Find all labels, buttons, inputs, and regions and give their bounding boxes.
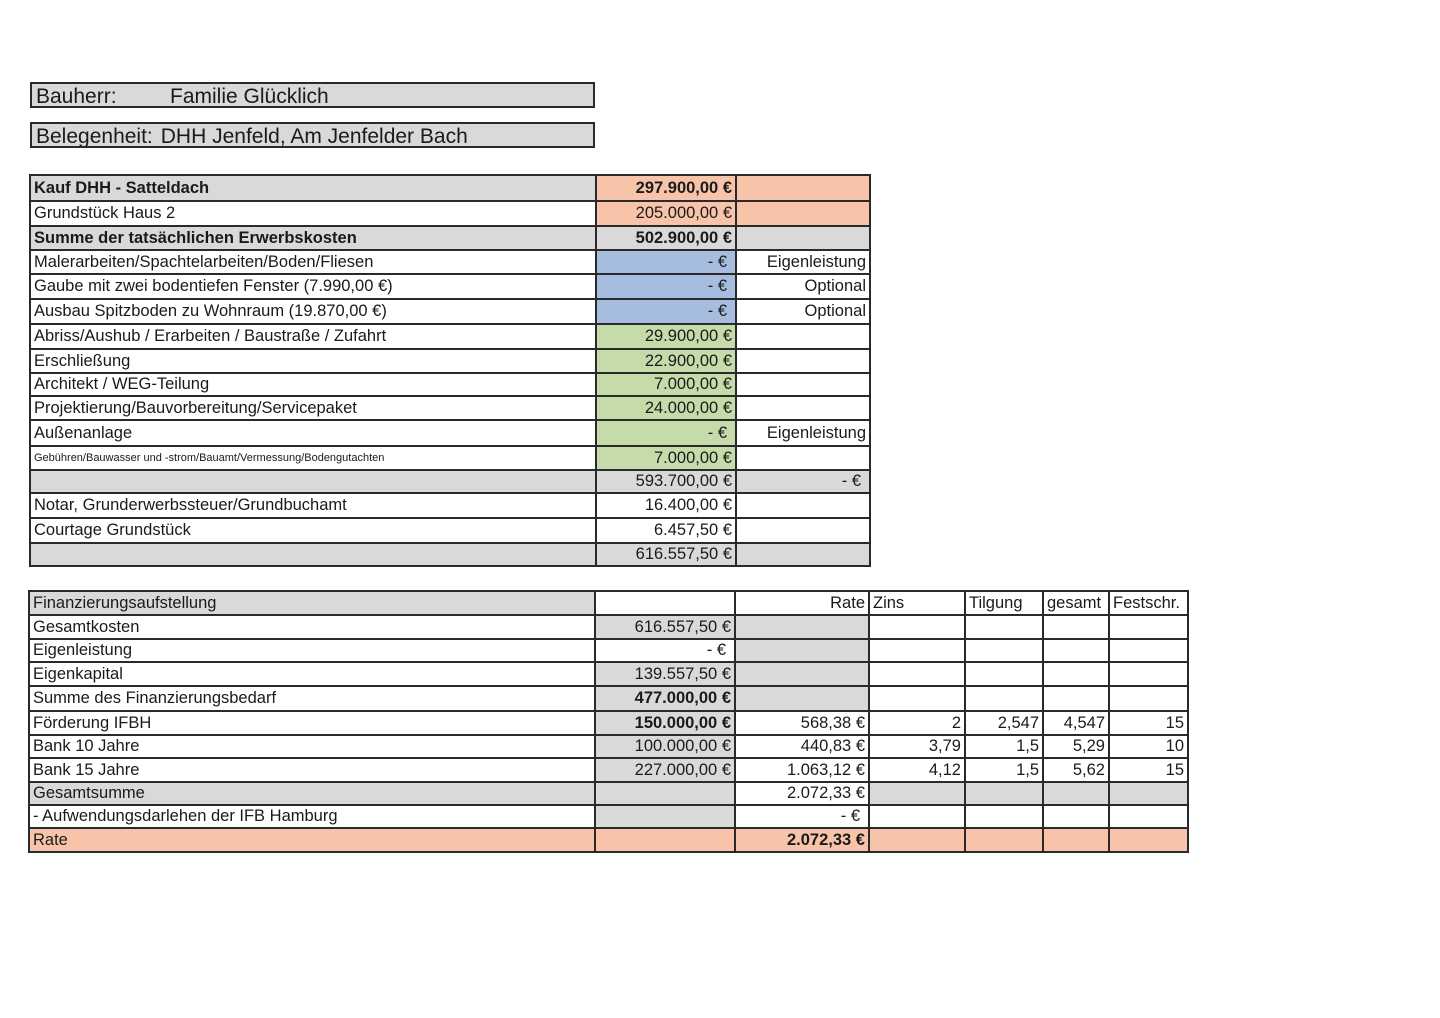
table-row [29,758,1188,782]
table-row [30,226,870,250]
header-cell: Festschr. [1109,591,1188,615]
fin-zins: 3,79 [869,735,965,758]
fin-amount: 616.557,50 € [595,615,735,639]
fin-festschr [1109,782,1188,805]
fin-label: Rate [29,828,595,852]
cost-value: - € [596,250,736,274]
header-cell: Zins [869,591,965,615]
fin-tilgung: 1,5 [965,758,1043,782]
cost-label: Außenanlage [30,420,596,446]
cost-value: 24.000,00 € [596,396,736,420]
fin-label: - Aufwendungsdarlehen der IFB Hamburg [29,805,595,828]
table-header-row [29,591,1188,615]
cost-value: 502.900,00 € [596,226,736,250]
fin-gesamt [1043,828,1109,852]
fin-rate [735,639,869,662]
cost-value: - € [596,299,736,324]
table-row [30,396,870,420]
cost-note [736,446,870,470]
fin-amount: 139.557,50 € [595,662,735,686]
table-row [30,470,870,493]
fin-tilgung [965,615,1043,639]
cost-label: Gaube mit zwei bodentiefen Fenster (7.990,00 €) [30,274,596,299]
fin-tilgung [965,639,1043,662]
cost-table [29,174,871,567]
cost-label: Ausbau Spitzboden zu Wohnraum (19.870,00 €) [30,299,596,324]
fin-rate [735,686,869,711]
fin-zins [869,686,965,711]
fin-gesamt [1043,686,1109,711]
header-cell: Tilgung [965,591,1043,615]
fin-zins: 4,12 [869,758,965,782]
fin-gesamt [1043,639,1109,662]
table-row [29,615,1188,639]
table-row [30,274,870,299]
cost-label: Courtage Grundstück [30,518,596,543]
fin-festschr [1109,828,1188,852]
cost-label: Abriss/Aushub / Erarbeiten / Baustraße / Zufahrt [30,324,596,349]
fin-label: Bank 15 Jahre [29,758,595,782]
fin-gesamt: 5,62 [1043,758,1109,782]
table-row [30,250,870,274]
fin-gesamt [1043,615,1109,639]
fin-label: Gesamtkosten [29,615,595,639]
fin-gesamt: 4,547 [1043,711,1109,735]
cost-label: Grundstück Haus 2 [30,201,596,226]
table-row [30,420,870,446]
fin-label: Förderung IFBH [29,711,595,735]
cost-label: Summe der tatsächlichen Erwerbskosten [30,226,596,250]
cost-note: Eigenleistung [736,250,870,274]
fin-tilgung [965,686,1043,711]
fin-amount: 100.000,00 € [595,735,735,758]
table-row [30,299,870,324]
fin-zins [869,662,965,686]
cost-label: Notar, Grunderwerbssteuer/Grundbuchamt [30,493,596,518]
cost-value: - € [596,274,736,299]
table-row [30,324,870,349]
fin-label: Summe des Finanzierungsbedarf [29,686,595,711]
fin-festschr [1109,662,1188,686]
bauherr-label: Bauherr: [36,85,117,108]
table-row [30,518,870,543]
cost-note [736,175,870,201]
fin-gesamt [1043,782,1109,805]
table-row [30,543,870,566]
cost-value: 22.900,00 € [596,349,736,373]
table-row [30,201,870,226]
cost-note [736,324,870,349]
fin-festschr: 15 [1109,758,1188,782]
fin-zins [869,805,965,828]
fin-rate: 1.063,12 € [735,758,869,782]
fin-festschr: 10 [1109,735,1188,758]
fin-rate: - € [735,805,869,828]
fin-amount [595,782,735,805]
cost-value: 7.000,00 € [596,373,736,396]
fin-rate: 568,38 € [735,711,869,735]
table-row [29,711,1188,735]
fin-rate: 2.072,33 € [735,828,869,852]
fin-zins: 2 [869,711,965,735]
cost-note [736,373,870,396]
cost-note: - € [736,470,870,493]
cost-value: 616.557,50 € [596,543,736,566]
belegenheit-box [30,122,595,148]
cost-note: Optional [736,274,870,299]
fin-amount: 227.000,00 € [595,758,735,782]
cost-label: Projektierung/Bauvorbereitung/Servicepaket [30,396,596,420]
header-cell [595,591,735,615]
table-row [30,493,870,518]
cost-label: Malerarbeiten/Spachtelarbeiten/Boden/Fliesen [30,250,596,274]
table-row [30,373,870,396]
header-cell: gesamt [1043,591,1109,615]
fin-rate [735,662,869,686]
cost-note: Optional [736,299,870,324]
fin-festschr [1109,639,1188,662]
fin-amount [595,805,735,828]
fin-gesamt: 5,29 [1043,735,1109,758]
cost-note [736,201,870,226]
cost-note [736,518,870,543]
cost-label: Kauf DHH - Satteldach [30,175,596,201]
fin-amount: 477.000,00 € [595,686,735,711]
cost-note [736,226,870,250]
cost-label: Architekt / WEG-Teilung [30,373,596,396]
fin-tilgung: 1,5 [965,735,1043,758]
fin-tilgung [965,662,1043,686]
table-row [29,662,1188,686]
belegenheit-label: Belegenheit: [36,125,153,148]
fin-amount [595,828,735,852]
table-row [29,639,1188,662]
cost-value: 593.700,00 € [596,470,736,493]
table-row [30,175,870,201]
cost-value: 297.900,00 € [596,175,736,201]
table-row [30,349,870,373]
cost-value: - € [596,420,736,446]
table-row [29,828,1188,852]
fin-rate [735,615,869,639]
fin-rate: 440,83 € [735,735,869,758]
fin-label: Gesamtsumme [29,782,595,805]
fin-festschr [1109,805,1188,828]
table-row [29,805,1188,828]
fin-label: Eigenkapital [29,662,595,686]
cost-note [736,543,870,566]
belegenheit-value: DHH Jenfeld, Am Jenfelder Bach [160,125,468,148]
fin-festschr [1109,615,1188,639]
fin-zins [869,615,965,639]
financing-table [28,590,1189,853]
cost-note [736,349,870,373]
fin-tilgung [965,805,1043,828]
header-cell: Finanzierungsaufstellung [29,591,595,615]
fin-label: Bank 10 Jahre [29,735,595,758]
fin-festschr: 15 [1109,711,1188,735]
cost-value: 205.000,00 € [596,201,736,226]
fin-tilgung: 2,547 [965,711,1043,735]
cost-label [30,543,596,566]
fin-rate: 2.072,33 € [735,782,869,805]
cost-label: Gebühren/Bauwasser und -strom/Bauamt/Vermessung/Bodengutachten [30,446,596,470]
cost-note [736,396,870,420]
bauherr-box [30,82,595,108]
fin-gesamt [1043,662,1109,686]
bauherr-value: Familie Glücklich [170,85,329,108]
fin-gesamt [1043,805,1109,828]
cost-value: 29.900,00 € [596,324,736,349]
table-row [29,782,1188,805]
table-row [30,446,870,470]
fin-label: Eigenleistung [29,639,595,662]
cost-label [30,470,596,493]
table-row [29,735,1188,758]
cost-value: 16.400,00 € [596,493,736,518]
cost-label: Erschließung [30,349,596,373]
fin-zins [869,639,965,662]
fin-zins [869,782,965,805]
fin-amount: - € [595,639,735,662]
fin-festschr [1109,686,1188,711]
fin-tilgung [965,828,1043,852]
fin-zins [869,828,965,852]
fin-tilgung [965,782,1043,805]
cost-note [736,493,870,518]
header-cell: Rate [735,591,869,615]
table-row [29,686,1188,711]
cost-value: 7.000,00 € [596,446,736,470]
cost-value: 6.457,50 € [596,518,736,543]
cost-note: Eigenleistung [736,420,870,446]
fin-amount: 150.000,00 € [595,711,735,735]
